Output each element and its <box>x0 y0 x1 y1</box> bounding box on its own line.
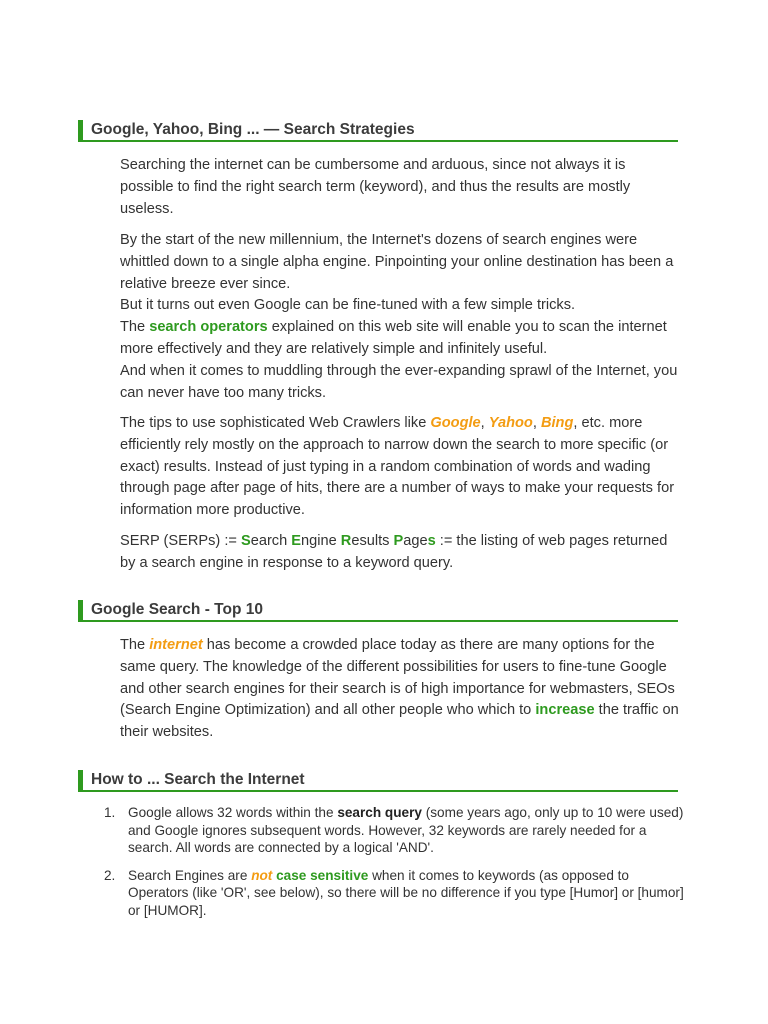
text-tips: The tips to use sophisticated Web Crawlers like <box>120 415 431 431</box>
section-heading-search-strategies: Google, Yahoo, Bing ... — Search Strategies <box>78 120 678 142</box>
tips-list <box>104 804 684 920</box>
letter-r: R <box>340 533 352 549</box>
list-number: 1. <box>104 805 116 820</box>
text-google-allows: Google allows 32 words within the <box>128 805 338 820</box>
text-search-engines-are: Search Engines are <box>128 867 252 883</box>
section-heading-google-search-top-10: Google Search - Top 10 <box>78 600 678 622</box>
paragraph-crowded-place <box>120 635 680 744</box>
paragraph-web-crawlers <box>120 413 680 522</box>
text-earch: earch <box>250 533 292 549</box>
text-fine-tuned: But it turns out even Google can be fine-tuned with a few simple tricks. <box>120 297 576 314</box>
text-keywords-case: when it comes to keywords (as opposed to Operators (like 'OR', see below), so there will be no difference if you type [Humor] or [humor] or [HUMOR]. <box>128 867 684 918</box>
text-comma: , <box>480 415 489 431</box>
paragraph-serp <box>120 531 680 575</box>
link-case-sensitive[interactable]: case sensitive <box>276 867 369 883</box>
text-listing: := the listing of web pages returned by a search engine in response to a keyword query. <box>120 533 668 571</box>
section-heading-how-to-search: How to ... Search the Internet <box>78 770 678 792</box>
link-search-operators[interactable]: search operators <box>149 319 268 336</box>
link-increase[interactable]: increase <box>535 702 595 719</box>
list-item <box>104 804 684 857</box>
paragraph-millennium <box>120 230 680 404</box>
text-words-limit: (some years ago, only up to 10 were used) and Google ignores subsequent words. However, 32 keywords are rarely needed for a search. All words are connected by a logical 'AND'. <box>128 805 684 856</box>
text-the: The <box>120 637 150 653</box>
link-yahoo[interactable]: Yahoo <box>488 415 533 431</box>
list-number: 2. <box>104 867 116 883</box>
text-traffic: the traffic on their websites. <box>120 702 679 741</box>
text-not: not <box>251 867 273 883</box>
text-ngine: ngine <box>301 533 341 549</box>
text-esults: esults <box>351 533 394 549</box>
text-operators-explained: explained on this web site will enable you to scan the internet more effectively and they are relatively simple and infinitely useful. <box>120 319 667 357</box>
link-google[interactable]: Google <box>430 415 481 431</box>
letter-p: P <box>393 533 404 549</box>
text-muddling: And when it comes to muddling through the ever-expanding sprawl of the Internet, you can never have too many tricks. <box>120 362 678 401</box>
text-serp: SERP (SERPs) := <box>120 533 241 549</box>
text-millennium: By the start of the new millennium, the Internet's dozens of search engines were whittled down to a single alpha engine. Pinpointing your online destination has been a relative breeze ever since. <box>120 232 674 292</box>
letter-s: S <box>240 533 251 549</box>
link-internet[interactable]: internet <box>149 637 203 653</box>
text-efficiently: , etc. more efficiently rely mostly on the approach to narrow down the search to more specific (or exact) results. Instead of just typing in a random combination of words and wading through page after page of hits, there are a number of ways to make your requests for information more productive. <box>120 415 675 519</box>
letter-e: E <box>291 533 302 549</box>
text-comma: , <box>532 415 541 431</box>
text-search-query: search query <box>337 805 422 820</box>
text-age: age <box>403 533 428 549</box>
text-crowded: has become a crowded place today as there are many options for the same query. The knowledge of the different possibilities for users to fine-tune Google and other search engines for their search is of high importance for webmasters, SEOs (Search Engine Optimization) and all other people who which to <box>120 637 675 719</box>
letter-s-plural: s <box>427 533 436 549</box>
list-item <box>104 867 684 920</box>
paragraph-intro: Searching the internet can be cumbersome and arduous, since not always it is possible to find the right search term (keyword), and thus the results are mostly useless. <box>120 157 631 217</box>
link-bing[interactable]: Bing <box>540 415 574 431</box>
text-the: The <box>120 319 150 336</box>
